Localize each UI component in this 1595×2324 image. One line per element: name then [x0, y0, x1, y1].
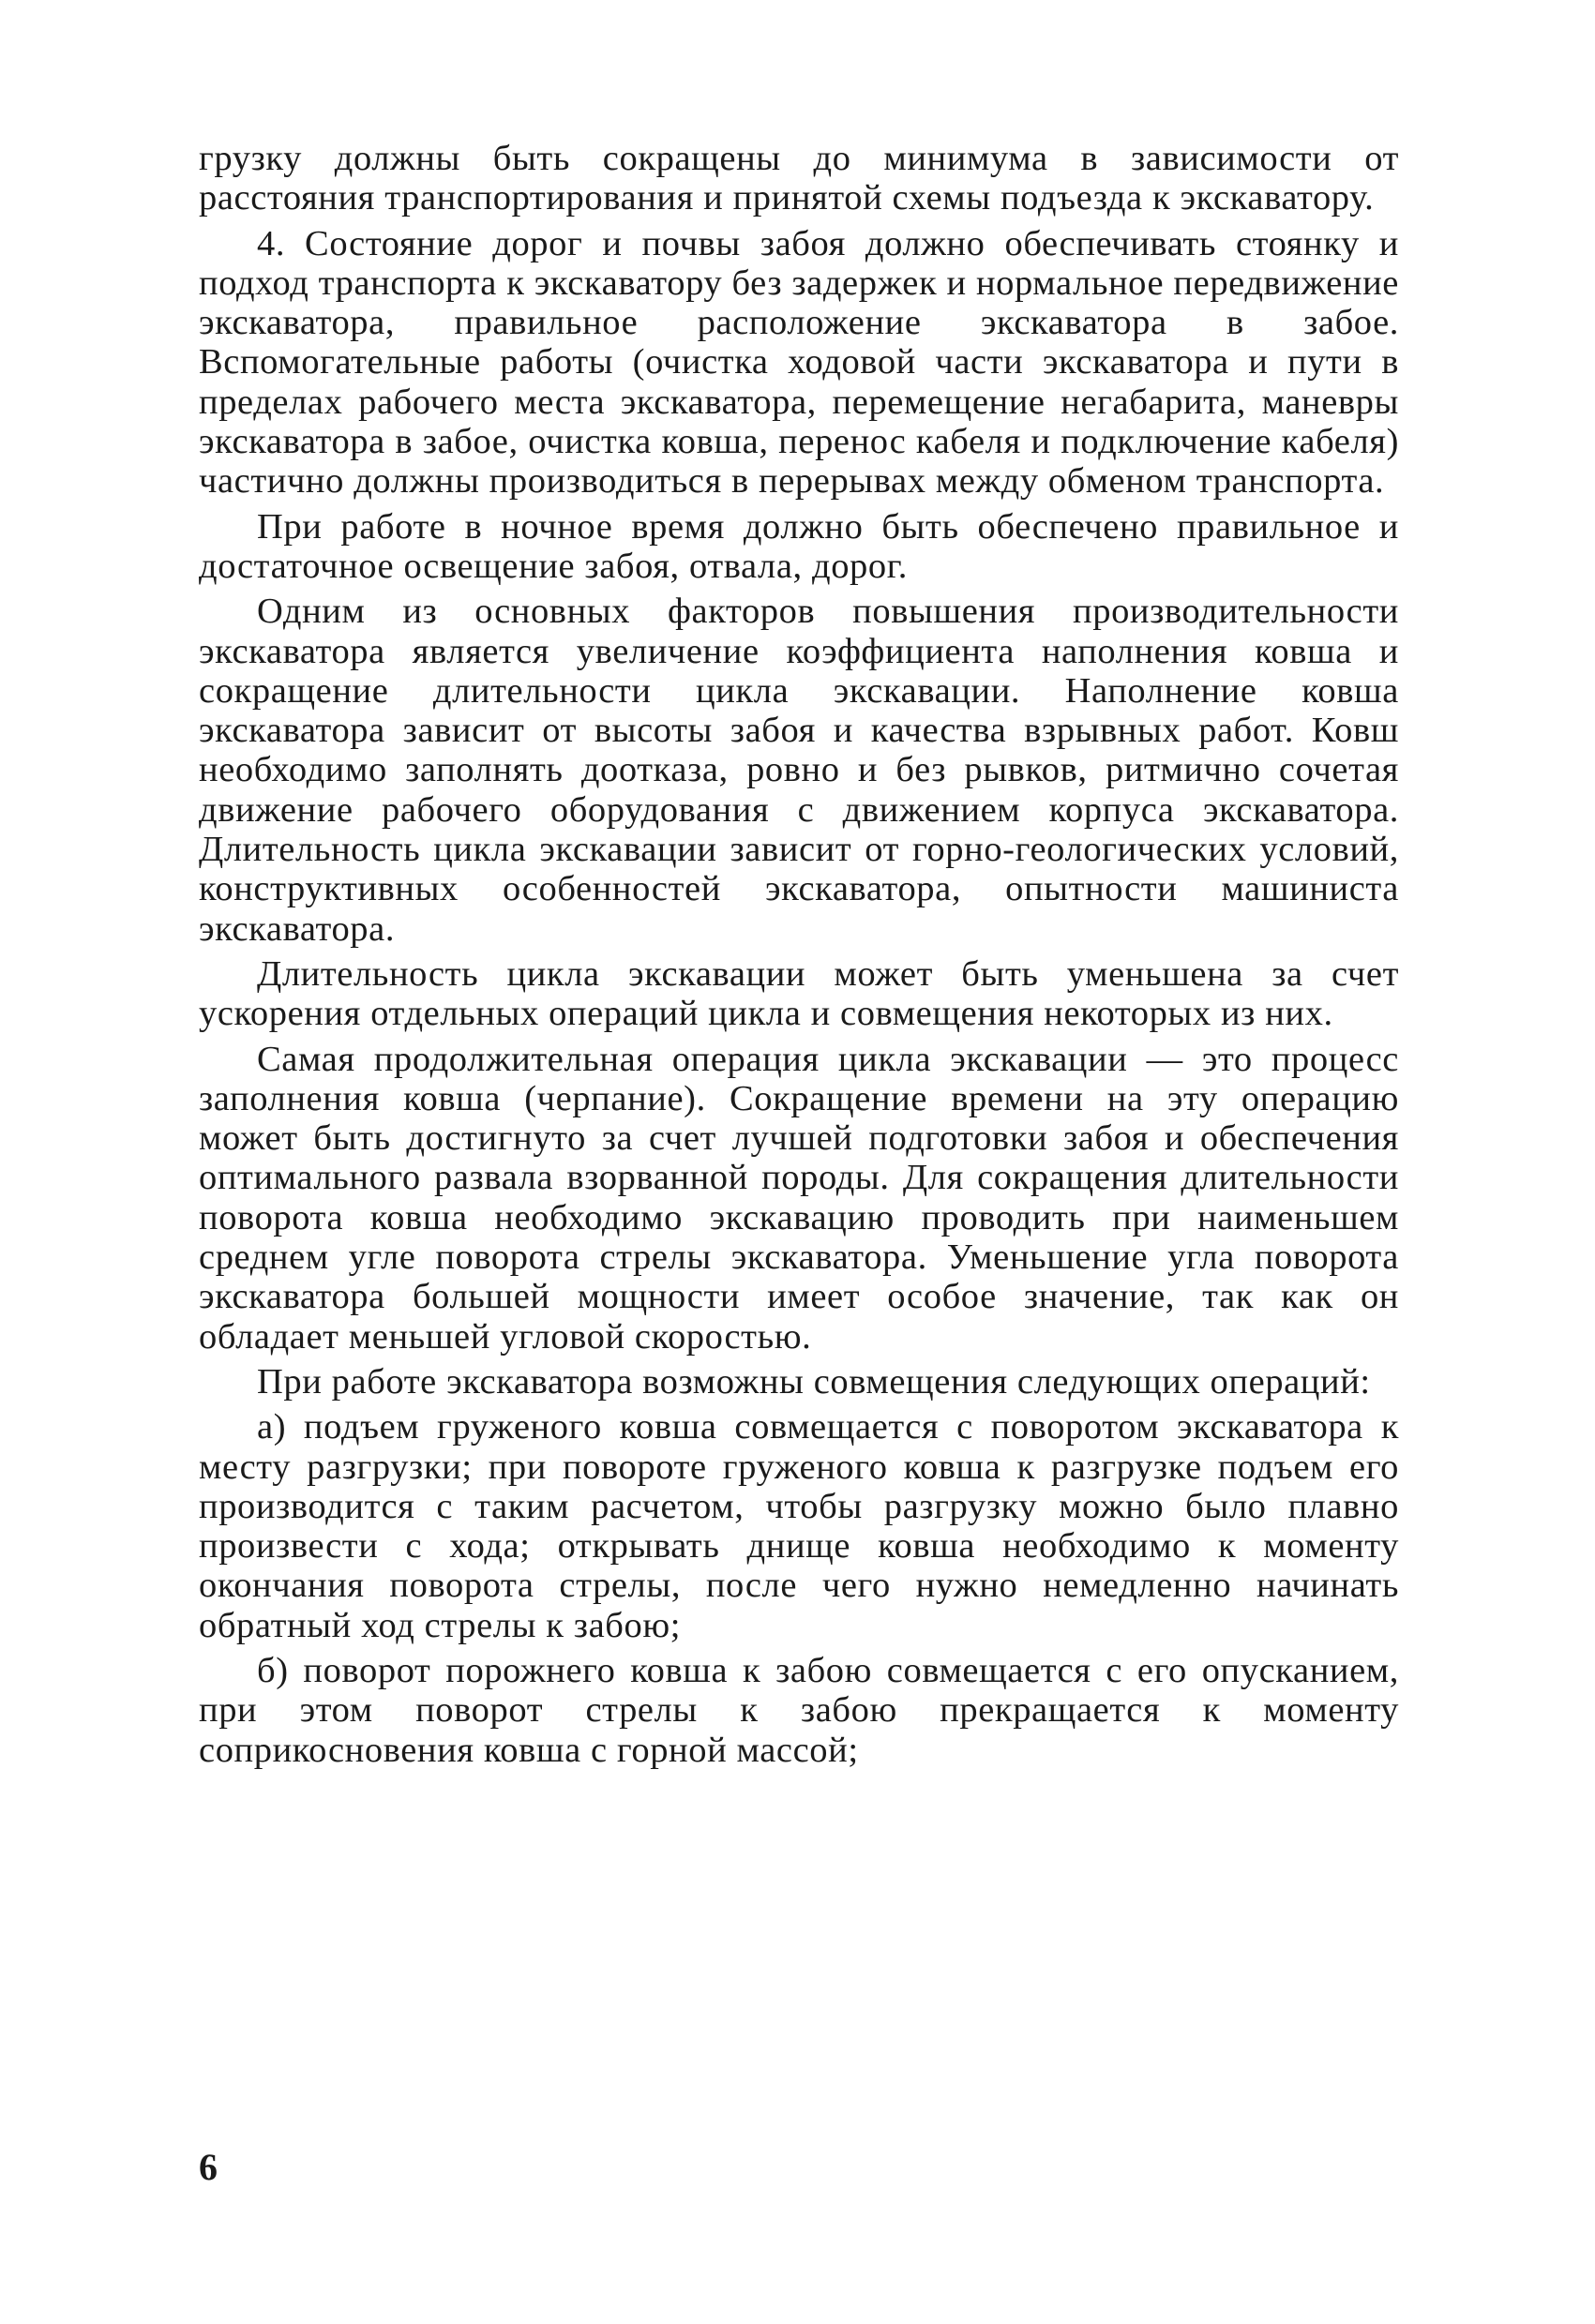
paragraph-combined-operations: При работе экскаватора возможны совмещения следующих операций:	[257, 1361, 1371, 1402]
page-number: 6	[199, 2146, 218, 2188]
list-item-a: а) подъем груженого ковша совмещается с поворотом экскаватора к месту разгрузки; при повороте груженого ковша к разгрузке подъем его производится с таким расчетом, чтобы разгрузку можно было плавно произвести с хода; открывать днище ковша необходимо к моменту окончания поворота стрелы, после чего нужно немедленно начинать обратный ход стрелы к забою;	[199, 1407, 1399, 1645]
paragraph-cycle-duration: Длительность цикла экскавации может быть уменьшена за счет ускорения отдельных операций цикла и совмещения некоторых из них.	[199, 953, 1399, 1034]
paragraph-continuation: грузку должны быть сокращены до минимума в зависимости от расстояния транспортирования и принятой схемы подъезда к экскаватору.	[199, 139, 1399, 218]
paragraph-item-4: 4. Состояние дорог и почвы забоя должно обеспечивать стоянку и подход транспорта к экскаватору без задержек и нормальное передвижение экскаватора, правильное расположение экскаватора в забое. Вспомогательные работы (очистка ходовой части экскаватора и пути в пределах рабочего места экскаватора, перемещение негабарита, маневры экскаватора в забое, очистка ковша, перенос кабеля и подключение кабеля) частично должны производиться в перерывах между обменом транспорта.	[199, 223, 1399, 502]
paragraph-night-work: При работе в ночное время должно быть обеспечено правильное и достаточное освещение забоя, отвала, дорог.	[199, 506, 1399, 586]
paragraph-productivity: Одним из основных факторов повышения производительности экскаватора является увеличение коэффициента наполнения ковша и сокращение длительности цикла экскавации. Наполнение ковша экскаватора зависит от высоты забоя и качества взрывных работ. Ковш необходимо заполнять доотказа, ровно и без рывков, ритмично сочетая движение рабочего оборудования с движением корпуса экскаватора. Длительность цикла экскавации зависит от горно-геологических условий, конструктивных особенностей экскаватора, опытности машиниста экскаватора.	[199, 592, 1399, 949]
page-body	[199, 139, 1399, 1776]
paragraph-longest-operation: Самая продолжительная операция цикла экскавации — это процесс заполнения ковша (черпание). Сокращение времени на эту операцию может быть достигнуто за счет лучшей подготовки забоя и обеспечения оптимального развала взорванной породы. Для сокращения длительности поворота ковша необходимо экскавацию проводить при наименьшем среднем угле поворота стрелы экскаватора. Уменьшение угла поворота экскаватора большей мощности имеет особое значение, так как он обладает меньшей угловой скоростью.	[199, 1039, 1399, 1357]
list-item-b: б) поворот порожнего ковша к забою совмещается с его опусканием, при этом поворот стрелы к забою прекращается к моменту соприкосновения ковша с горной массой;	[199, 1650, 1399, 1770]
